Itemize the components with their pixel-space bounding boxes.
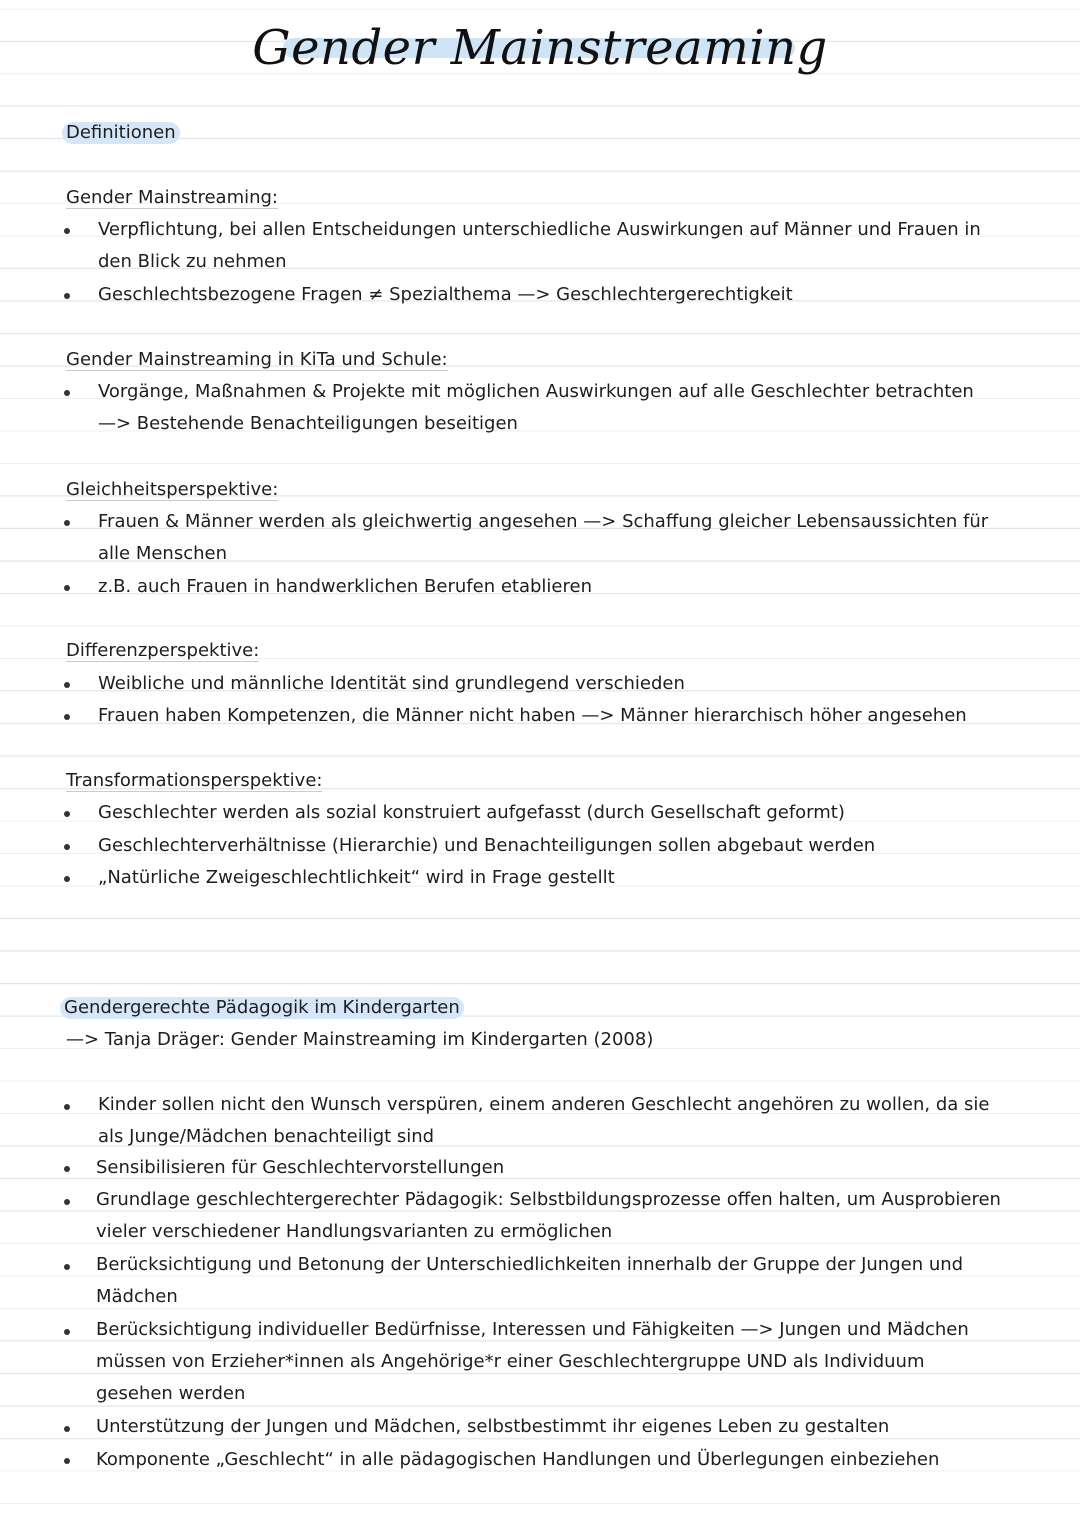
kiga-bullet-4-line-1: Berücksichtigung und Betonung der Unterschiedlichkeiten innerhalb der Gruppe der Jungen und	[96, 1254, 964, 1275]
title-wrap	[0, 18, 1080, 78]
kiga-bullet-2: Sensibilisieren für Geschlechtervorstellungen	[96, 1157, 505, 1178]
section-heading-kindergarten: Gendergerechte Pädagogik im Kindergarten	[60, 997, 464, 1019]
kiga-bullet-4-line-2: Mädchen	[96, 1286, 178, 1307]
bullet-dot	[64, 714, 70, 720]
bullet-dot	[64, 682, 70, 688]
subheading-kita-schule: Gender Mainstreaming in KiTa und Schule:	[66, 349, 448, 370]
kiga-bullet-3-line-2: vieler verschiedener Handlungsvarianten zu ermöglichen	[96, 1221, 613, 1242]
trans-bullet-1: Geschlechter werden als sozial konstruiert aufgefasst (durch Gesellschaft geformt)	[98, 802, 845, 823]
kiga-source: —> Tanja Dräger: Gender Mainstreaming im Kindergarten (2008)	[66, 1029, 654, 1050]
gleich-bullet-2: z.B. auch Frauen in handwerklichen Berufen etablieren	[98, 576, 592, 597]
bullet-dot	[64, 1329, 70, 1335]
bullet-dot	[64, 1199, 70, 1205]
bullet-dot	[64, 1458, 70, 1464]
gm-bullet-2: Geschlechtsbezogene Fragen ≠ Spezialthema —> Geschlechtergerechtigkeit	[98, 284, 793, 305]
kiga-bullet-1-line-2: als Junge/Mädchen benachteiligt sind	[98, 1126, 435, 1147]
bullet-dot	[64, 1166, 70, 1172]
subheading-gleichheitsperspektive: Gleichheitsperspektive:	[66, 479, 279, 500]
diff-bullet-2: Frauen haben Kompetenzen, die Männer nicht haben —> Männer hierarchisch höher angesehen	[98, 705, 967, 726]
gm-bullet-1-line-2: den Blick zu nehmen	[98, 251, 287, 272]
bullet-dot	[64, 844, 70, 850]
subheading-transformationsperspektive: Transformationsperspektive:	[66, 770, 323, 791]
gm-bullet-1-line-1: Verpflichtung, bei allen Entscheidungen unterschiedliche Auswirkungen auf Männer und Frauen in	[98, 219, 981, 240]
bullet-dot	[64, 293, 70, 299]
bullet-dot	[64, 1426, 70, 1432]
gleich-bullet-1-line-2: alle Menschen	[98, 543, 228, 564]
gleich-bullet-1-line-1: Frauen & Männer werden als gleichwertig angesehen —> Schaffung gleicher Lebensaussichten für	[98, 511, 989, 532]
kita-bullet-1-line-1: Vorgänge, Maßnahmen & Projekte mit möglichen Auswirkungen auf alle Geschlechter betrachten	[98, 381, 974, 402]
kiga-bullet-5-line-3: gesehen werden	[96, 1383, 246, 1404]
bullet-dot	[64, 1264, 70, 1270]
diff-bullet-1: Weibliche und männliche Identität sind grundlegend verschieden	[98, 673, 685, 694]
kiga-bullet-5-line-2: müssen von Erzieher*innen als Angehörige*r einer Geschlechtergruppe UND als Individuum	[96, 1351, 925, 1372]
bullet-dot	[64, 390, 70, 396]
subheading-differenzperspektive: Differenzperspektive:	[66, 640, 260, 661]
page-title: Gender Mainstreaming	[252, 20, 828, 76]
kita-bullet-1-line-2: —> Bestehende Benachteiligungen beseitigen	[98, 413, 518, 434]
kiga-bullet-7: Komponente „Geschlecht“ in alle pädagogischen Handlungen und Überlegungen einbeziehen	[96, 1449, 940, 1470]
bullet-dot	[64, 1104, 70, 1110]
bullet-dot	[64, 520, 70, 526]
kiga-bullet-3-line-1: Grundlage geschlechtergerechter Pädagogik: Selbstbildungsprozesse offen halten, um Ausprobieren	[96, 1189, 1001, 1210]
bullet-dot	[64, 585, 70, 591]
kiga-bullet-1-line-1: Kinder sollen nicht den Wunsch verspüren, einem anderen Geschlecht angehören zu wollen, da sie	[98, 1094, 990, 1115]
kiga-bullet-5-line-1: Berücksichtigung individueller Bedürfnisse, Interessen und Fähigkeiten —> Jungen und Mädchen	[96, 1319, 969, 1340]
trans-bullet-3: „Natürliche Zweigeschlechtlichkeit“ wird in Frage gestellt	[98, 867, 615, 888]
trans-bullet-2: Geschlechterverhältnisse (Hierarchie) und Benachteiligungen sollen abgebaut werden	[98, 835, 876, 856]
section-heading-definitionen: Definitionen	[62, 122, 180, 144]
bullet-dot	[64, 811, 70, 817]
bullet-dot	[64, 228, 70, 234]
bullet-dot	[64, 876, 70, 882]
subheading-gender-mainstreaming: Gender Mainstreaming:	[66, 187, 279, 208]
kiga-bullet-6: Unterstützung der Jungen und Mädchen, selbstbestimmt ihr eigenes Leben zu gestalten	[96, 1416, 890, 1437]
